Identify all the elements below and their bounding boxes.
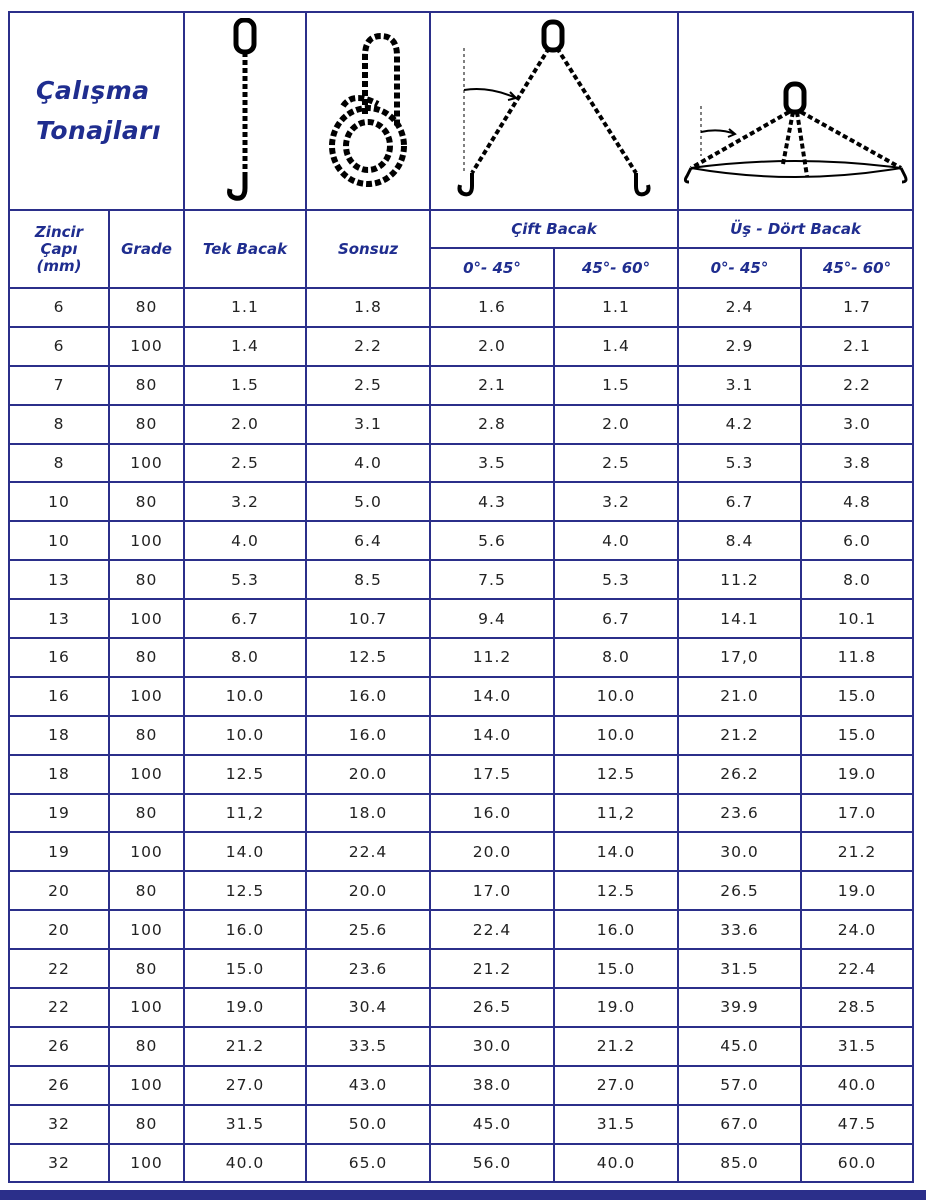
table-cell: 4.3 (430, 482, 554, 521)
table-cell: 30.0 (430, 1027, 554, 1066)
table-cell: 100 (109, 910, 184, 949)
table-row (9, 638, 913, 677)
table-row (9, 1066, 913, 1105)
table-cell: 1.6 (430, 288, 554, 327)
table-cell: 33.6 (678, 910, 801, 949)
table-cell: 21.2 (801, 832, 913, 871)
table-cell: 100 (109, 677, 184, 716)
table-row (9, 1144, 913, 1183)
table-cell: 11.8 (801, 638, 913, 677)
table-cell: 45.0 (430, 1105, 554, 1144)
table-cell: 1.5 (184, 366, 306, 405)
table-cell: 26.2 (678, 755, 801, 794)
table-cell: 10 (9, 482, 109, 521)
table-cell: 65.0 (306, 1144, 430, 1183)
table-cell: 22 (9, 949, 109, 988)
table-title-line-2: Tonajları (36, 116, 162, 145)
table-row (9, 677, 913, 716)
table-cell: 16.0 (306, 677, 430, 716)
table-cell: 28.5 (801, 988, 913, 1027)
table-cell: 16.0 (306, 716, 430, 755)
table-cell: 6 (9, 327, 109, 366)
table-cell: 18.0 (306, 794, 430, 833)
table-cell: 7.5 (430, 560, 554, 599)
header-uc-dort-bacak: Üş - Dört Bacak (678, 210, 913, 248)
table-cell: 31.5 (554, 1105, 678, 1144)
table-cell: 22.4 (430, 910, 554, 949)
table-cell: 22 (9, 988, 109, 1027)
table-cell: 15.0 (801, 716, 913, 755)
table-cell: 40.0 (801, 1066, 913, 1105)
table-cell: 17,0 (678, 638, 801, 677)
table-cell: 20.0 (306, 871, 430, 910)
table-cell: 10.0 (554, 716, 678, 755)
table-cell: 10.7 (306, 599, 430, 638)
table-cell: 6.7 (184, 599, 306, 638)
table-cell: 8.0 (801, 560, 913, 599)
table-cell: 100 (109, 1066, 184, 1105)
table-cell: 2.0 (184, 405, 306, 444)
table-cell: 5.3 (184, 560, 306, 599)
table-cell: 26.5 (678, 871, 801, 910)
table-cell: 20.0 (430, 832, 554, 871)
table-row (9, 716, 913, 755)
table-cell: 6.4 (306, 521, 430, 560)
table-cell: 13 (9, 599, 109, 638)
table-cell: 40.0 (554, 1144, 678, 1183)
working-load-table (8, 11, 914, 1183)
table-cell: 21.0 (678, 677, 801, 716)
table-cell: 15.0 (184, 949, 306, 988)
table-cell: 6.0 (801, 521, 913, 560)
table-cell: 24.0 (801, 910, 913, 949)
table-cell: 27.0 (554, 1066, 678, 1105)
table-cell: 7 (9, 366, 109, 405)
header-row-1 (9, 210, 913, 248)
table-row (9, 1027, 913, 1066)
table-cell: 30.0 (678, 832, 801, 871)
table-cell: 1.5 (554, 366, 678, 405)
table-cell: 80 (109, 949, 184, 988)
table-cell: 22.4 (801, 949, 913, 988)
table-cell: 17.0 (430, 871, 554, 910)
table-cell: 5.3 (678, 444, 801, 483)
table-cell: 4.0 (184, 521, 306, 560)
table-cell: 1.4 (184, 327, 306, 366)
table-cell: 10.0 (184, 716, 306, 755)
table-cell: 31.5 (678, 949, 801, 988)
table-cell: 19.0 (554, 988, 678, 1027)
table-cell: 1.1 (554, 288, 678, 327)
table-cell: 23.6 (678, 794, 801, 833)
endless-chain-icon (323, 26, 413, 196)
table-cell: 33.5 (306, 1027, 430, 1066)
table-cell: 80 (109, 794, 184, 833)
table-cell: 32 (9, 1144, 109, 1183)
table-cell: 19.0 (801, 871, 913, 910)
table-cell: 19 (9, 832, 109, 871)
table-cell: 1.4 (554, 327, 678, 366)
table-cell: 16 (9, 677, 109, 716)
table-cell: 16.0 (554, 910, 678, 949)
table-cell: 22.4 (306, 832, 430, 871)
illustration-row (9, 12, 913, 210)
header-cift-bacak: Çift Bacak (430, 210, 678, 248)
table-cell: 15.0 (554, 949, 678, 988)
table-cell: 40.0 (184, 1144, 306, 1183)
table-cell: 31.5 (184, 1105, 306, 1144)
three-four-leg-sling-icon (683, 36, 908, 186)
table-row (9, 521, 913, 560)
table-cell: 47.5 (801, 1105, 913, 1144)
table-cell: 18 (9, 716, 109, 755)
header-zincir-line-3: (mm) (36, 256, 82, 275)
table-cell: 31.5 (801, 1027, 913, 1066)
table-cell: 9.4 (430, 599, 554, 638)
table-cell: 17.5 (430, 755, 554, 794)
table-cell: 12.5 (184, 871, 306, 910)
table-row (9, 288, 913, 327)
table-row (9, 599, 913, 638)
table-cell: 80 (109, 366, 184, 405)
table-cell: 57.0 (678, 1066, 801, 1105)
table-row (9, 405, 913, 444)
table-cell: 3.8 (801, 444, 913, 483)
table-row (9, 910, 913, 949)
table-cell: 45.0 (678, 1027, 801, 1066)
table-cell: 80 (109, 405, 184, 444)
header-cift-45-60: 45°- 60° (554, 248, 678, 288)
table-cell: 4.8 (801, 482, 913, 521)
table-cell: 11,2 (184, 794, 306, 833)
three-four-leg-illustration-cell (678, 12, 913, 210)
bottom-border-strip (0, 1190, 926, 1200)
table-cell: 100 (109, 1144, 184, 1183)
table-row (9, 755, 913, 794)
table-cell: 8.4 (678, 521, 801, 560)
table-cell: 2.0 (554, 405, 678, 444)
table-cell: 80 (109, 1105, 184, 1144)
table-cell: 80 (109, 638, 184, 677)
header-zincir-capi (9, 210, 109, 288)
table-row (9, 444, 913, 483)
header-uc-0-45: 0°- 45° (678, 248, 801, 288)
table-cell: 8.0 (184, 638, 306, 677)
table-cell: 6 (9, 288, 109, 327)
table-row (9, 871, 913, 910)
endless-illustration-cell (306, 12, 430, 210)
table-cell: 23.6 (306, 949, 430, 988)
table-cell: 50.0 (306, 1105, 430, 1144)
table-cell: 20 (9, 910, 109, 949)
table-cell: 10 (9, 521, 109, 560)
table-cell: 6.7 (678, 482, 801, 521)
table-cell: 16.0 (430, 794, 554, 833)
table-cell: 11.2 (678, 560, 801, 599)
table-cell: 100 (109, 327, 184, 366)
table-cell: 20 (9, 871, 109, 910)
table-cell: 2.0 (430, 327, 554, 366)
table-cell: 2.5 (306, 366, 430, 405)
table-cell: 8 (9, 444, 109, 483)
table-cell: 1.1 (184, 288, 306, 327)
header-sonsuz: Sonsuz (306, 210, 430, 288)
header-zincir-line-2: Çapı (40, 239, 78, 258)
table-cell: 14.0 (554, 832, 678, 871)
table-cell: 26.5 (430, 988, 554, 1027)
table-cell: 80 (109, 1027, 184, 1066)
table-cell: 26 (9, 1066, 109, 1105)
table-cell: 6.7 (554, 599, 678, 638)
table-cell: 26 (9, 1027, 109, 1066)
header-tek-bacak: Tek Bacak (184, 210, 306, 288)
header-zincir-line-1: Zincir (34, 222, 84, 241)
table-cell: 3.5 (430, 444, 554, 483)
table-cell: 5.3 (554, 560, 678, 599)
table-cell: 2.9 (678, 327, 801, 366)
table-cell: 30.4 (306, 988, 430, 1027)
table-cell: 3.1 (678, 366, 801, 405)
table-cell: 14.0 (184, 832, 306, 871)
table-cell: 21.2 (554, 1027, 678, 1066)
table-cell: 80 (109, 288, 184, 327)
table-cell: 4.0 (554, 521, 678, 560)
table-cell: 80 (109, 716, 184, 755)
title-cell (9, 12, 184, 210)
header-cift-0-45: 0°- 45° (430, 248, 554, 288)
table-cell: 2.2 (306, 327, 430, 366)
table-cell: 100 (109, 988, 184, 1027)
table-title-line-1: Çalışma (36, 76, 150, 105)
table-cell: 5.0 (306, 482, 430, 521)
header-grade: Grade (109, 210, 184, 288)
table-cell: 10.1 (801, 599, 913, 638)
table-cell: 2.1 (430, 366, 554, 405)
table-cell: 100 (109, 599, 184, 638)
table-cell: 3.2 (184, 482, 306, 521)
table-cell: 39.9 (678, 988, 801, 1027)
table-cell: 2.2 (801, 366, 913, 405)
single-leg-chain-icon (215, 18, 275, 204)
table-cell: 27.0 (184, 1066, 306, 1105)
working-load-table-sheet (8, 11, 912, 1183)
table-row (9, 327, 913, 366)
table-row (9, 794, 913, 833)
table-cell: 19.0 (184, 988, 306, 1027)
table-row (9, 366, 913, 405)
table-row (9, 1105, 913, 1144)
table-cell: 100 (109, 521, 184, 560)
table-cell: 25.6 (306, 910, 430, 949)
table-cell: 12.5 (306, 638, 430, 677)
table-cell: 85.0 (678, 1144, 801, 1183)
table-cell: 1.7 (801, 288, 913, 327)
table-cell: 5.6 (430, 521, 554, 560)
table-row (9, 560, 913, 599)
table-cell: 3.2 (554, 482, 678, 521)
table-cell: 8.5 (306, 560, 430, 599)
table-cell: 60.0 (801, 1144, 913, 1183)
table-cell: 43.0 (306, 1066, 430, 1105)
table-cell: 8.0 (554, 638, 678, 677)
table-cell: 2.1 (801, 327, 913, 366)
table-cell: 11,2 (554, 794, 678, 833)
table-cell: 19 (9, 794, 109, 833)
table-cell: 100 (109, 755, 184, 794)
table-row (9, 482, 913, 521)
table-cell: 3.0 (801, 405, 913, 444)
table-cell: 14.1 (678, 599, 801, 638)
table-cell: 4.0 (306, 444, 430, 483)
table-cell: 4.2 (678, 405, 801, 444)
table-cell: 32 (9, 1105, 109, 1144)
table-cell: 20.0 (306, 755, 430, 794)
table-cell: 10.0 (184, 677, 306, 716)
table-cell: 80 (109, 482, 184, 521)
table-body (9, 288, 913, 1182)
table-cell: 16.0 (184, 910, 306, 949)
table-cell: 100 (109, 832, 184, 871)
table-cell: 8 (9, 405, 109, 444)
table-cell: 17.0 (801, 794, 913, 833)
table-cell: 14.0 (430, 677, 554, 716)
table-cell: 67.0 (678, 1105, 801, 1144)
table-cell: 15.0 (801, 677, 913, 716)
table-cell: 12.5 (554, 871, 678, 910)
table-row (9, 988, 913, 1027)
header-uc-45-60: 45°- 60° (801, 248, 913, 288)
table-cell: 16 (9, 638, 109, 677)
table-cell: 2.4 (678, 288, 801, 327)
table-cell: 100 (109, 444, 184, 483)
two-leg-sling-icon (444, 18, 664, 204)
table-cell: 2.5 (184, 444, 306, 483)
table-cell: 11.2 (430, 638, 554, 677)
table-row (9, 832, 913, 871)
table-row (9, 949, 913, 988)
table-cell: 21.2 (678, 716, 801, 755)
table-cell: 56.0 (430, 1144, 554, 1183)
table-cell: 3.1 (306, 405, 430, 444)
table-cell: 12.5 (184, 755, 306, 794)
two-leg-illustration-cell (430, 12, 678, 210)
table-cell: 13 (9, 560, 109, 599)
single-leg-illustration-cell (184, 12, 306, 210)
table-cell: 14.0 (430, 716, 554, 755)
table-cell: 10.0 (554, 677, 678, 716)
table-cell: 2.8 (430, 405, 554, 444)
table-cell: 80 (109, 560, 184, 599)
table-cell: 2.5 (554, 444, 678, 483)
table-cell: 18 (9, 755, 109, 794)
table-cell: 38.0 (430, 1066, 554, 1105)
table-cell: 12.5 (554, 755, 678, 794)
table-cell: 80 (109, 871, 184, 910)
table-cell: 21.2 (430, 949, 554, 988)
table-cell: 21.2 (184, 1027, 306, 1066)
table-cell: 19.0 (801, 755, 913, 794)
table-cell: 1.8 (306, 288, 430, 327)
